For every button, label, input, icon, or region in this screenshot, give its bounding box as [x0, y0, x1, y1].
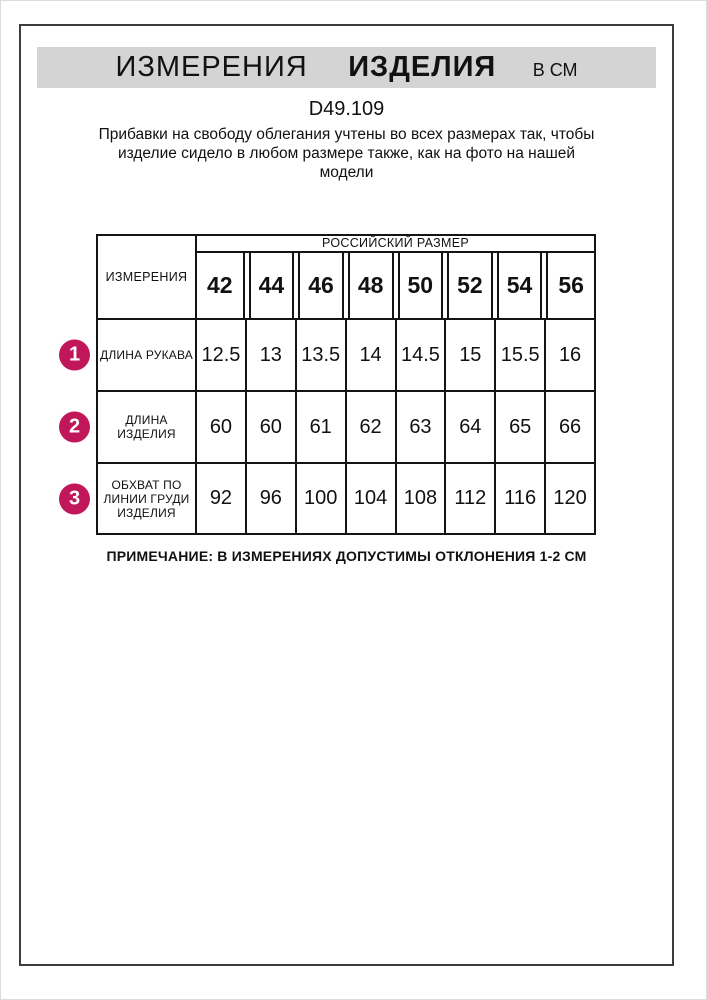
size-header-row	[197, 253, 594, 318]
measurement-cell: 14	[345, 320, 395, 390]
measurement-row-chest-girth	[68, 462, 594, 533]
measurement-row-sleeve-length	[68, 318, 594, 390]
size-header-cell: 52	[445, 253, 495, 318]
size-header-cell: 56	[544, 253, 594, 318]
size-header-cell: 48	[346, 253, 396, 318]
size-group-label: РОССИЙСКИЙ РАЗМЕР	[197, 236, 594, 253]
title-product: ИЗДЕЛИЯ	[348, 51, 497, 83]
measurement-cell: 64	[444, 392, 494, 462]
measurement-cell: 116	[494, 464, 544, 533]
measurement-cell: 120	[544, 464, 594, 533]
corner-label: ИЗМЕРЕНИЯ	[98, 236, 197, 318]
table-header	[98, 236, 594, 318]
measurement-cell: 15.5	[494, 320, 544, 390]
measurement-cell: 61	[295, 392, 345, 462]
measurement-cell: 63	[395, 392, 445, 462]
measurement-cell: 65	[494, 392, 544, 462]
title-bar	[37, 47, 656, 88]
measurement-cell: 13	[245, 320, 295, 390]
size-header-cell: 50	[396, 253, 446, 318]
measurement-cell: 12.5	[201, 343, 241, 366]
measurement-row-product-length	[68, 390, 594, 462]
measurement-cell: 100	[295, 464, 345, 533]
row-number-badge: 3	[59, 483, 90, 514]
row-label: ДЛИНА РУКАВА	[98, 320, 197, 390]
measurement-cell: 13.5	[295, 320, 345, 390]
measurement-cell: 60	[209, 415, 233, 438]
size-header-cell: 46	[296, 253, 346, 318]
measurement-cell: 60	[245, 392, 295, 462]
row-number-badge: 2	[59, 412, 90, 443]
measurement-cell: 16	[544, 320, 594, 390]
size-header-group	[197, 236, 594, 318]
measurement-cell: 108	[395, 464, 445, 533]
description-line: модели	[319, 164, 374, 181]
tolerance-note: ПРИМЕЧАНИЕ: В ИЗМЕРЕНИЯХ ДОПУСТИМЫ ОТКЛОНЕНИЯ 1-2 СМ	[106, 548, 587, 564]
measurement-cell: 62	[345, 392, 395, 462]
article-number: D49.109	[308, 98, 385, 120]
row-label: ОБХВАТ ПО ЛИНИИ ГРУДИ ИЗДЕЛИЯ	[98, 464, 197, 533]
row-label: ДЛИНА ИЗДЕЛИЯ	[98, 392, 197, 462]
measurement-cell: 112	[444, 464, 494, 533]
measurement-cell: 96	[245, 464, 295, 533]
size-header-cell: 54	[495, 253, 545, 318]
description	[21, 125, 672, 182]
title-measurements: ИЗМЕРЕНИЯ	[115, 51, 308, 83]
measurement-cell: 15	[444, 320, 494, 390]
measurement-cell: 14.5	[395, 320, 445, 390]
measurement-cell: 104	[345, 464, 395, 533]
page-border-frame	[19, 24, 674, 966]
measurement-cell: 92	[209, 487, 233, 509]
size-header-cell: 44	[247, 253, 297, 318]
description-line: Прибавки на свободу облегания учтены во всех размерах так, чтобы	[98, 126, 595, 143]
title-unit: В СМ	[532, 60, 578, 80]
description-line: изделие сидело в любом размере также, как на фото на нашей	[117, 145, 576, 162]
size-header-cell: 42	[197, 253, 247, 318]
measurement-cell: 66	[544, 392, 594, 462]
row-number-badge: 1	[59, 340, 90, 371]
size-table	[68, 234, 596, 535]
